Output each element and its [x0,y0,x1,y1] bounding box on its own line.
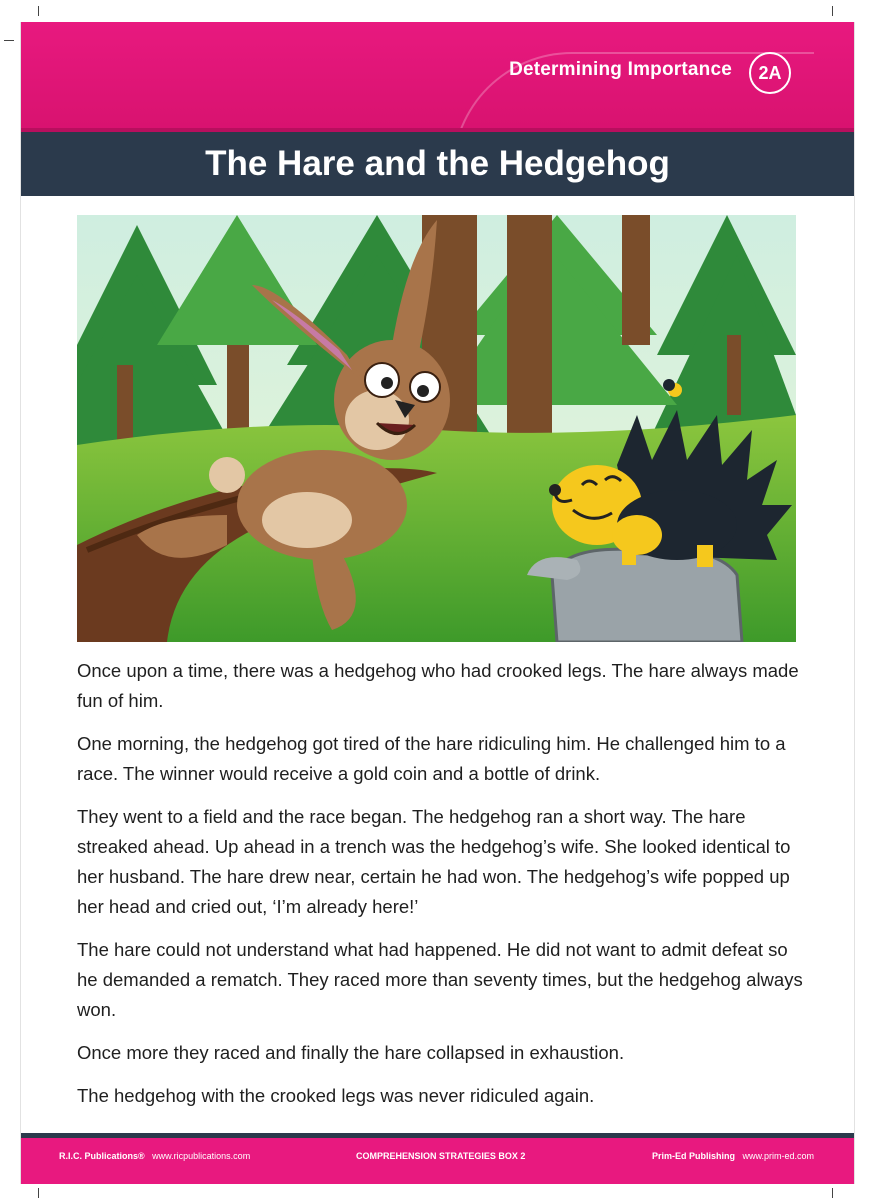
footer-publisher-left: R.I.C. Publications® [59,1151,145,1161]
card-badge: 2A [749,52,791,94]
footer-stripe [21,1133,854,1138]
crop-mark [832,6,833,16]
story-paragraph: Once more they raced and finally the hare collapsed in exhaustion. [77,1042,625,1063]
footer-right [652,1151,814,1161]
story-paragraph: The hedgehog with the crooked legs was never ridiculed again. [77,1085,595,1106]
crop-mark [38,6,39,16]
worksheet-page [20,22,855,1184]
footer-series: COMPREHENSION STRATEGIES BOX 2 [356,1151,526,1161]
story-paragraph: One morning, the hedgehog got tired of the hare ridiculing him. He challenged him to a race. The winner would receive a gold coin and a bottle of drink. [77,733,786,784]
footer-url-right: www.prim-ed.com [742,1151,814,1161]
story-text [77,656,807,1124]
strategy-label: Determining Importance [509,59,732,80]
crop-mark [38,1188,39,1198]
footer-publisher-right: Prim-Ed Publishing [651,1151,735,1161]
page-title: The Hare and the Hedgehog [205,144,670,183]
story-paragraph: They went to a field and the race began. The hedgehog ran a short way. The hare streaked ahead. Up ahead in a trench was the hedgehog’s wife. She looked identical to her husband. The hare drew near, certain he had won. The hedgehog’s wife popped up her head and cried out, ‘I’m already here!’ [77,806,791,917]
title-bar [21,132,854,196]
footer-url-left: www.ricpublications.com [152,1151,251,1161]
crop-mark [832,1188,833,1198]
header-band [21,22,854,132]
footer-left [59,1151,250,1161]
footer-band [21,1133,854,1184]
story-illustration [77,215,796,642]
story-paragraph: The hare could not understand what had happened. He did not want to admit defeat so he demanded a rematch. They raced more than seventy times, but the hedgehog always won. [77,939,803,1020]
story-paragraph: Once upon a time, there was a hedgehog who had crooked legs. The hare always made fun of him. [77,660,799,711]
crop-mark [4,40,14,41]
